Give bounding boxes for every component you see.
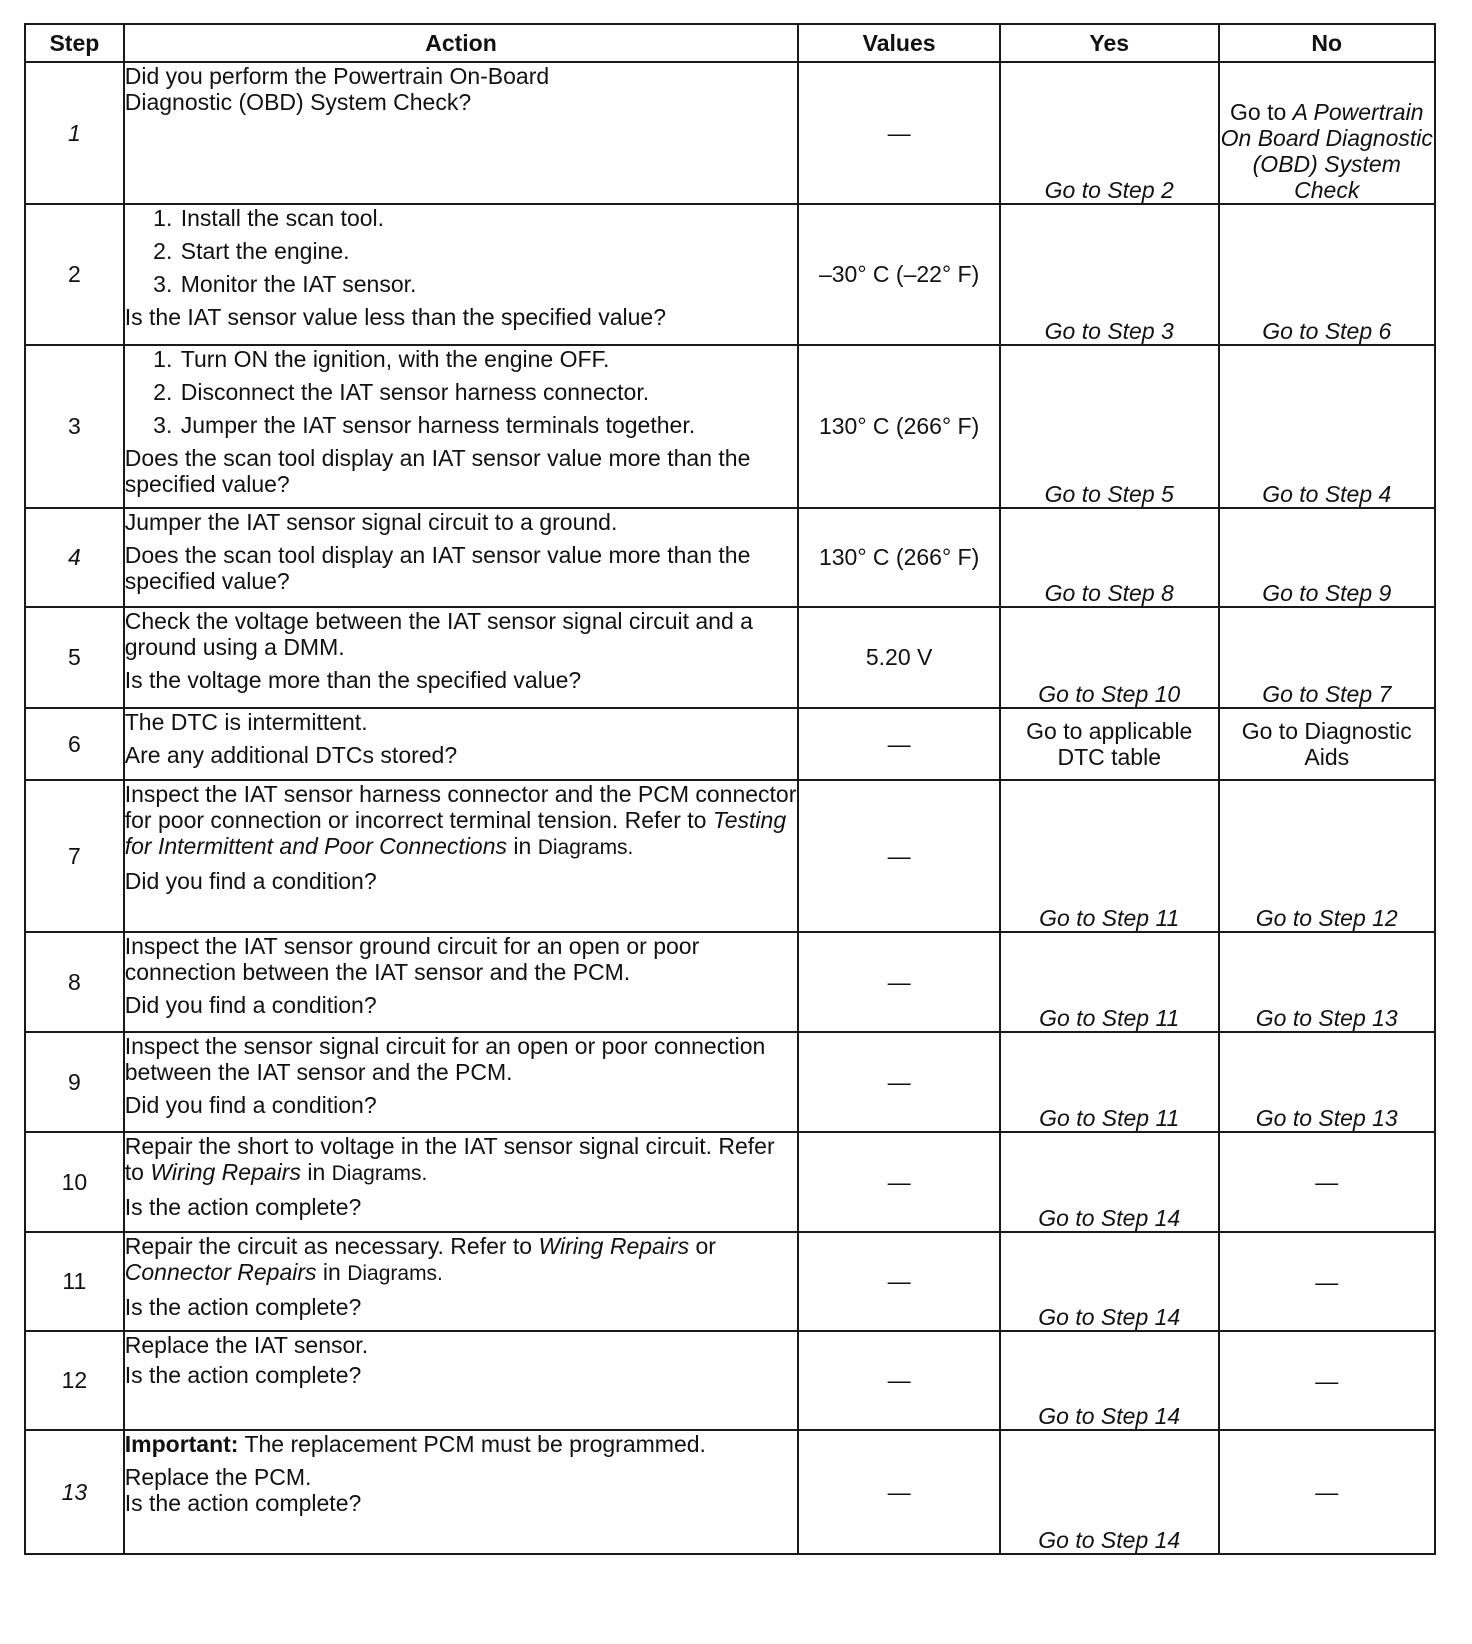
important-label: Important: [124, 1431, 239, 1457]
action-cell [124, 1331, 799, 1430]
table-row [25, 932, 1435, 1032]
step-number: 1 [25, 62, 124, 204]
action-cell [124, 1232, 799, 1331]
yes-cell: Go to Step 14 [1000, 1331, 1219, 1430]
no-cell: Go to Step 13 [1219, 1032, 1435, 1132]
action-text: Inspect the IAT sensor ground circuit for an open or poor connection between the IAT sensor and the PCM. [124, 933, 700, 985]
action-cell [124, 708, 799, 780]
action-text: Check the voltage between the IAT sensor signal circuit and a ground using a DMM. [124, 608, 753, 660]
action-cell [124, 508, 799, 607]
no-cell: — [1219, 1331, 1435, 1430]
action-text-lead: Repair the short to voltage in the IAT sensor signal circuit. Refer to [124, 1133, 775, 1185]
table-row [25, 62, 1435, 204]
no-cell: Go to Step 7 [1219, 607, 1435, 708]
action-question: Did you find a condition? [124, 992, 377, 1018]
action-text: Jumper the IAT sensor signal circuit to a ground. [124, 509, 618, 535]
value-cell: 5.20 V [798, 607, 1000, 708]
value-cell: 130° C (266° F) [798, 345, 1000, 508]
action-text-connector: or [695, 1233, 716, 1259]
yes-cell: Go to Step 11 [1000, 932, 1219, 1032]
action-text: The DTC is intermittent. [124, 709, 368, 735]
step-number: 4 [25, 508, 124, 607]
action-cell [124, 1430, 799, 1554]
action-text-connector: in [513, 833, 532, 859]
value-cell: — [798, 1232, 1000, 1331]
step-number: 9 [25, 1032, 124, 1132]
action-list [125, 205, 798, 297]
action-list-item: 3. Monitor the IAT sensor. [179, 271, 798, 297]
yes-cell: Go to applicable DTC table [1000, 708, 1219, 780]
reference-link: Wiring Repairs [150, 1159, 301, 1185]
value-cell: — [798, 932, 1000, 1032]
no-cell: — [1219, 1232, 1435, 1331]
table-row [25, 1331, 1435, 1430]
action-text-tail: Diagrams. [347, 1262, 443, 1285]
table-row [25, 1232, 1435, 1331]
table-row [25, 1430, 1435, 1554]
action-text-lead: Repair the circuit as necessary. Refer to [124, 1233, 533, 1259]
step-number: 13 [25, 1430, 124, 1554]
step-number: 3 [25, 345, 124, 508]
header-no: No [1219, 24, 1435, 62]
value-cell: — [798, 1331, 1000, 1430]
action-cell [124, 62, 799, 204]
reference-link: Testing for Intermittent and Poor Connections [124, 807, 787, 859]
table-row [25, 1132, 1435, 1232]
action-cell [124, 1132, 799, 1232]
no-cell: — [1219, 1132, 1435, 1232]
value-cell: –30° C (–22° F) [798, 204, 1000, 345]
action-question: Is the action complete? [124, 1362, 362, 1388]
action-text: Did you perform the Powertrain On-Board Diagnostic (OBD) System Check? [124, 63, 550, 115]
action-list-item: 2. Start the engine. [179, 238, 798, 264]
step-number: 8 [25, 932, 124, 1032]
header-row [25, 24, 1435, 62]
action-list-item: 1. Turn ON the ignition, with the engine OFF. [179, 346, 798, 372]
action-list-item: 3. Jumper the IAT sensor harness terminals together. [179, 412, 798, 438]
action-question: Is the action complete? [124, 1194, 362, 1220]
value-cell: — [798, 1430, 1000, 1554]
reference-link: Connector Repairs [124, 1259, 317, 1285]
step-number: 5 [25, 607, 124, 708]
yes-cell: Go to Step 11 [1000, 780, 1219, 932]
yes-cell: Go to Step 5 [1000, 345, 1219, 508]
yes-cell: Go to Step 14 [1000, 1430, 1219, 1554]
step-number: 2 [25, 204, 124, 345]
no-cell: Go to Step 13 [1219, 932, 1435, 1032]
value-cell: — [798, 62, 1000, 204]
action-question: Did you find a condition? [124, 1092, 377, 1118]
header-values: Values [798, 24, 1000, 62]
diagnostic-table [24, 23, 1436, 1555]
yes-cell: Go to Step 10 [1000, 607, 1219, 708]
value-cell: — [798, 780, 1000, 932]
header-step: Step [25, 24, 124, 62]
yes-cell: Go to Step 14 [1000, 1132, 1219, 1232]
table-row [25, 607, 1435, 708]
no-cell: Go to Step 12 [1219, 780, 1435, 932]
no-cell: Go to Diagnostic Aids [1219, 708, 1435, 780]
action-text [125, 1233, 798, 1287]
value-cell: — [798, 1032, 1000, 1132]
no-prefix: Go to [1230, 99, 1287, 125]
yes-cell: Go to Step 3 [1000, 204, 1219, 345]
action-text: Inspect the sensor signal circuit for an open or poor connection between the IAT sensor and the PCM. [124, 1033, 766, 1085]
table-row [25, 345, 1435, 508]
step-number: 6 [25, 708, 124, 780]
header-action: Action [124, 24, 799, 62]
step-number: 7 [25, 780, 124, 932]
no-cell: — [1219, 1430, 1435, 1554]
action-cell [124, 780, 799, 932]
header-yes: Yes [1000, 24, 1219, 62]
action-text-tail: Diagrams. [331, 1162, 428, 1185]
yes-cell: Go to Step 2 [1000, 62, 1219, 204]
action-cell [124, 204, 799, 345]
action-list-item: 1. Install the scan tool. [179, 205, 798, 231]
no-cell: Go to Step 9 [1219, 508, 1435, 607]
action-list-item: 2. Disconnect the IAT sensor harness connector. [179, 379, 798, 405]
table-row [25, 508, 1435, 607]
important-text: The replacement PCM must be programmed. [244, 1431, 706, 1457]
no-cell: Go to Step 6 [1219, 204, 1435, 345]
no-reference: A Powertrain On Board Diagnostic (OBD) System Check [1220, 99, 1433, 203]
action-text [125, 781, 798, 861]
value-cell: — [798, 1132, 1000, 1232]
table-row [25, 708, 1435, 780]
action-question: Is the action complete? [124, 1294, 362, 1320]
action-question: Is the action complete? [124, 1490, 362, 1516]
action-list [125, 346, 798, 438]
reference-link: Wiring Repairs [538, 1233, 690, 1259]
action-question: Is the IAT sensor value less than the specified value? [124, 304, 666, 330]
table-row [25, 1032, 1435, 1132]
step-number: 10 [25, 1132, 124, 1232]
action-text-connector: in [322, 1259, 341, 1285]
action-cell [124, 607, 799, 708]
action-text-connector: in [307, 1159, 326, 1185]
yes-cell: Go to Step 14 [1000, 1232, 1219, 1331]
action-question: Does the scan tool display an IAT sensor value more than the specified value? [124, 542, 751, 594]
action-cell [124, 932, 799, 1032]
value-cell: 130° C (266° F) [798, 508, 1000, 607]
step-number: 12 [25, 1331, 124, 1430]
no-cell: Go to Step 4 [1219, 345, 1435, 508]
step-number: 11 [25, 1232, 124, 1331]
action-question: Did you find a condition? [124, 868, 377, 894]
important-note [125, 1431, 798, 1457]
action-text [125, 1133, 798, 1187]
yes-cell: Go to Step 11 [1000, 1032, 1219, 1132]
action-cell [124, 1032, 799, 1132]
no-cell [1219, 62, 1435, 204]
action-question: Does the scan tool display an IAT sensor value more than the specified value? [124, 445, 751, 497]
value-cell: — [798, 708, 1000, 780]
table-row [25, 204, 1435, 345]
action-text: Replace the IAT sensor. [124, 1332, 369, 1358]
action-text: Replace the PCM. [124, 1464, 312, 1490]
action-text-lead: Inspect the IAT sensor harness connector and the PCM connector for poor connection or incorrect terminal tension. Refer to [124, 781, 797, 833]
yes-cell: Go to Step 8 [1000, 508, 1219, 607]
table-row [25, 780, 1435, 932]
action-cell [124, 345, 799, 508]
action-question: Is the voltage more than the specified value? [124, 667, 582, 693]
action-question: Are any additional DTCs stored? [124, 742, 458, 768]
action-text-tail: Diagrams. [537, 836, 634, 859]
